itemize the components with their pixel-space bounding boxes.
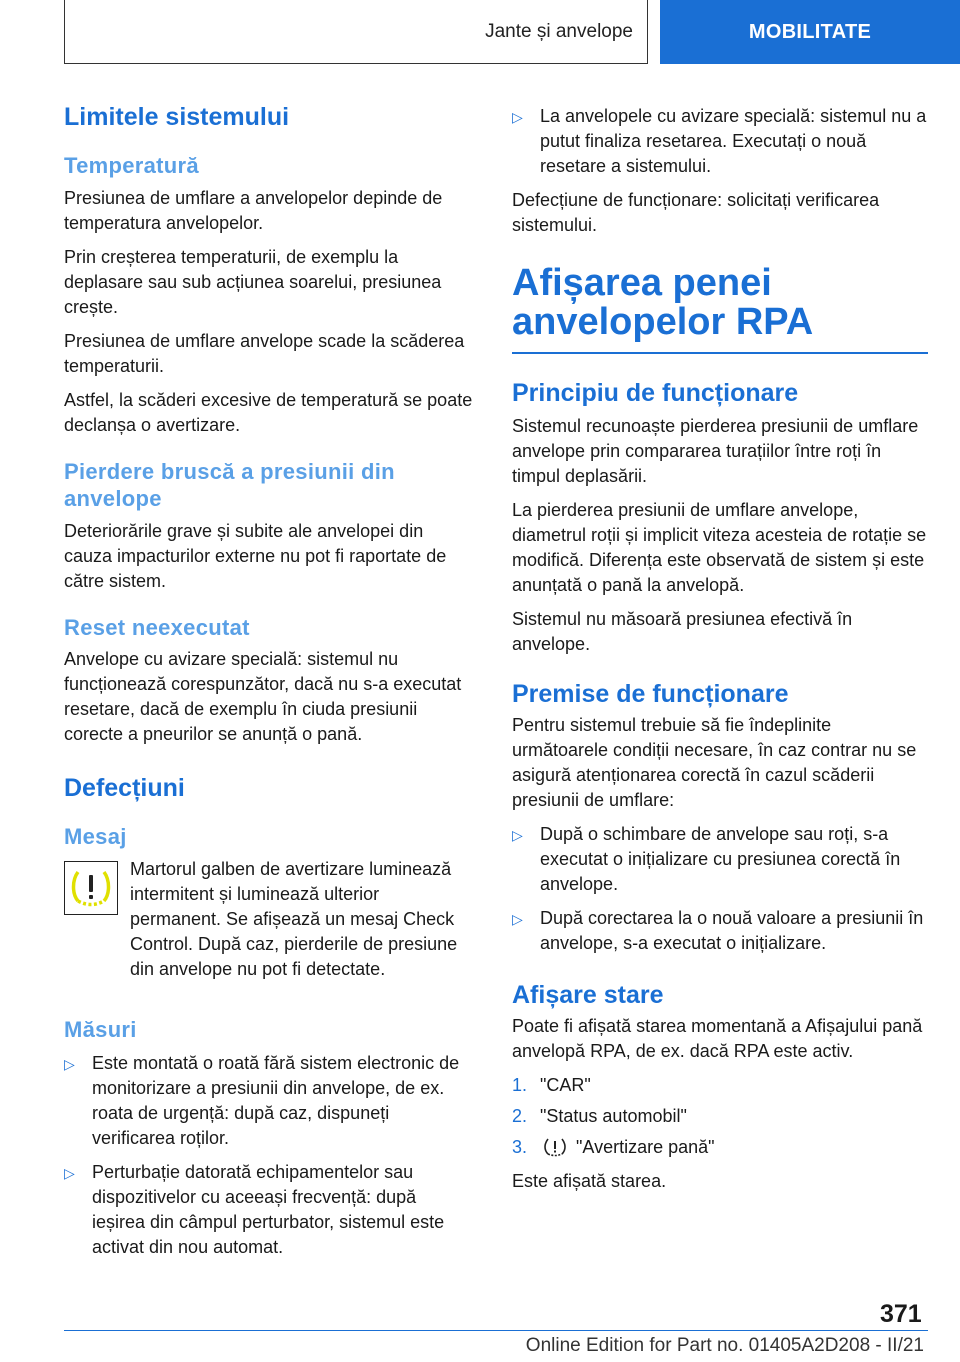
heading-limits: Limitele sistemului bbox=[64, 103, 290, 131]
paragraph: Martorul galben de avertizare luminează intermitent și luminează ulterior permanent. Se afișează un mesaj Check Control. După caz, pierderile de presiune din anvelope nu pot fi detectate. bbox=[130, 858, 458, 979]
steps-list bbox=[512, 1073, 928, 1160]
section-title: Jante și anvelope bbox=[64, 0, 648, 64]
list-item: 3. "Avertizare pană" bbox=[512, 1136, 715, 1157]
heading-principle: Principiu de funcționare bbox=[512, 378, 799, 407]
continued-list bbox=[512, 104, 928, 179]
heading-status: Afișare stare bbox=[512, 980, 664, 1009]
heading-rule bbox=[512, 352, 928, 354]
triangle-bullet-icon: ▷ bbox=[64, 1056, 75, 1072]
triangle-bullet-icon: ▷ bbox=[512, 826, 523, 843]
list-item: ▷ Perturbație datorată echipamentelor sau dispozitivelor cu aceeași frecvență: după ieșirea din câmpul perturbator, sistemul este activat din nou automat. bbox=[64, 1160, 474, 1260]
page-header bbox=[64, 0, 960, 64]
heading-premise: Premise de funcționare bbox=[512, 679, 789, 708]
paragraph: Este afișată starea. bbox=[512, 1170, 667, 1191]
triangle-bullet-icon: ▷ bbox=[512, 910, 523, 927]
paragraph: Prin creșterea temperaturii, de exemplu la deplasare sau sub acțiunea soarelui, presiunea crește. bbox=[64, 246, 442, 317]
footer-edition: Online Edition for Part no. 01405A2D208 - II/21 bbox=[525, 1335, 924, 1356]
measures-list bbox=[64, 1051, 474, 1260]
footer-rule bbox=[64, 1330, 928, 1331]
paragraph: Defecțiune de funcționare: solicitați verificarea sistemului. bbox=[512, 190, 880, 235]
list-item: 1. "CAR" bbox=[512, 1074, 591, 1095]
warning-block bbox=[64, 857, 474, 982]
paragraph: Presiunea de umflare anvelope scade la scăderea temperaturii. bbox=[64, 330, 465, 376]
heading-reset: Reset neexecutat bbox=[64, 614, 250, 640]
heading-measures: Măsuri bbox=[64, 1016, 137, 1042]
triangle-bullet-icon: ▷ bbox=[512, 109, 523, 125]
tire-pressure-warning-icon bbox=[64, 861, 118, 915]
premises-list bbox=[512, 822, 928, 956]
left-column bbox=[64, 100, 474, 1260]
list-item: 2. "Status automobil" bbox=[512, 1105, 687, 1126]
chapter-tab: MOBILITATE bbox=[660, 0, 960, 64]
page-number: 371 bbox=[880, 1300, 922, 1328]
tire-warning-small-icon bbox=[544, 1137, 566, 1157]
paragraph: Deteriorările grave și subite ale anvelopei din cauza impacturilor externe nu pot fi raportate de către sistem. bbox=[64, 520, 447, 591]
paragraph: Sistemul nu măsoară presiunea efectivă în anvelope. bbox=[512, 608, 853, 654]
heading-message: Mesaj bbox=[64, 824, 127, 849]
right-column bbox=[512, 104, 928, 1194]
paragraph: Poate fi afișată starea momentană a Afișajului pană anvelopă RPA, de ex. dacă RPA este activ. bbox=[512, 1015, 923, 1061]
heading-temperature: Temperatură bbox=[64, 153, 199, 178]
list-item: ▷ La anvelopele cu avizare specială: sistemul nu a putut finaliza resetarea. Executați o nouă resetare a sistemului. bbox=[512, 104, 928, 179]
paragraph: Astfel, la scăderi excesive de temperatură se poate declanșa o avertizare. bbox=[64, 389, 473, 435]
heading-defects: Defecțiuni bbox=[64, 774, 185, 802]
triangle-bullet-icon: ▷ bbox=[64, 1165, 75, 1181]
heading-pressure-loss: Pierdere bruscă a presiunii din anvelope bbox=[64, 458, 395, 511]
paragraph: Anvelope cu avizare specială: sistemul nu funcționează corespunzător, dacă nu s-a executat resetare, dacă de exemplu în ciuda presiunii corecte a pneurilor se anunță o pană. bbox=[64, 649, 462, 744]
paragraph: La pierderea presiunii de umflare anvelope, diametrul roții și implicit viteza acesteia de rotație se modifică. Diferența este observată de sistem și este anunțată o pană la anvelopă. bbox=[512, 499, 927, 595]
paragraph: Sistemul recunoaște pierderea presiunii de umflare anvelope prin compararea turațiilor între roți în timpul deplasării. bbox=[512, 415, 919, 486]
paragraph: Presiunea de umflare a anvelopelor depinde de temperatura anvelopelor. bbox=[64, 187, 443, 233]
heading-rpa: Afișarea penei anvelopelor RPA bbox=[512, 262, 814, 343]
paragraph: Pentru sistemul trebuie să fie îndeplinite următoarele condiții necesare, în caz contrar nu se asigură atenționarea corectă în cazul scăderii presiunii de umflare: bbox=[512, 714, 917, 810]
list-item: ▷ Este montată o roată fără sistem electronic de monitorizare a presiunii din anvelope, de ex. roata de urgență: după caz, dispuneți verificarea roților. bbox=[64, 1051, 474, 1151]
list-item: ▷ După o schimbare de anvelope sau roți, s-a executat o inițializare cu presiunea corectă în anvelope. bbox=[512, 822, 928, 897]
list-item: ▷ După corectarea la o nouă valoare a presiunii în anvelope, s-a executat o inițializare. bbox=[512, 906, 928, 956]
